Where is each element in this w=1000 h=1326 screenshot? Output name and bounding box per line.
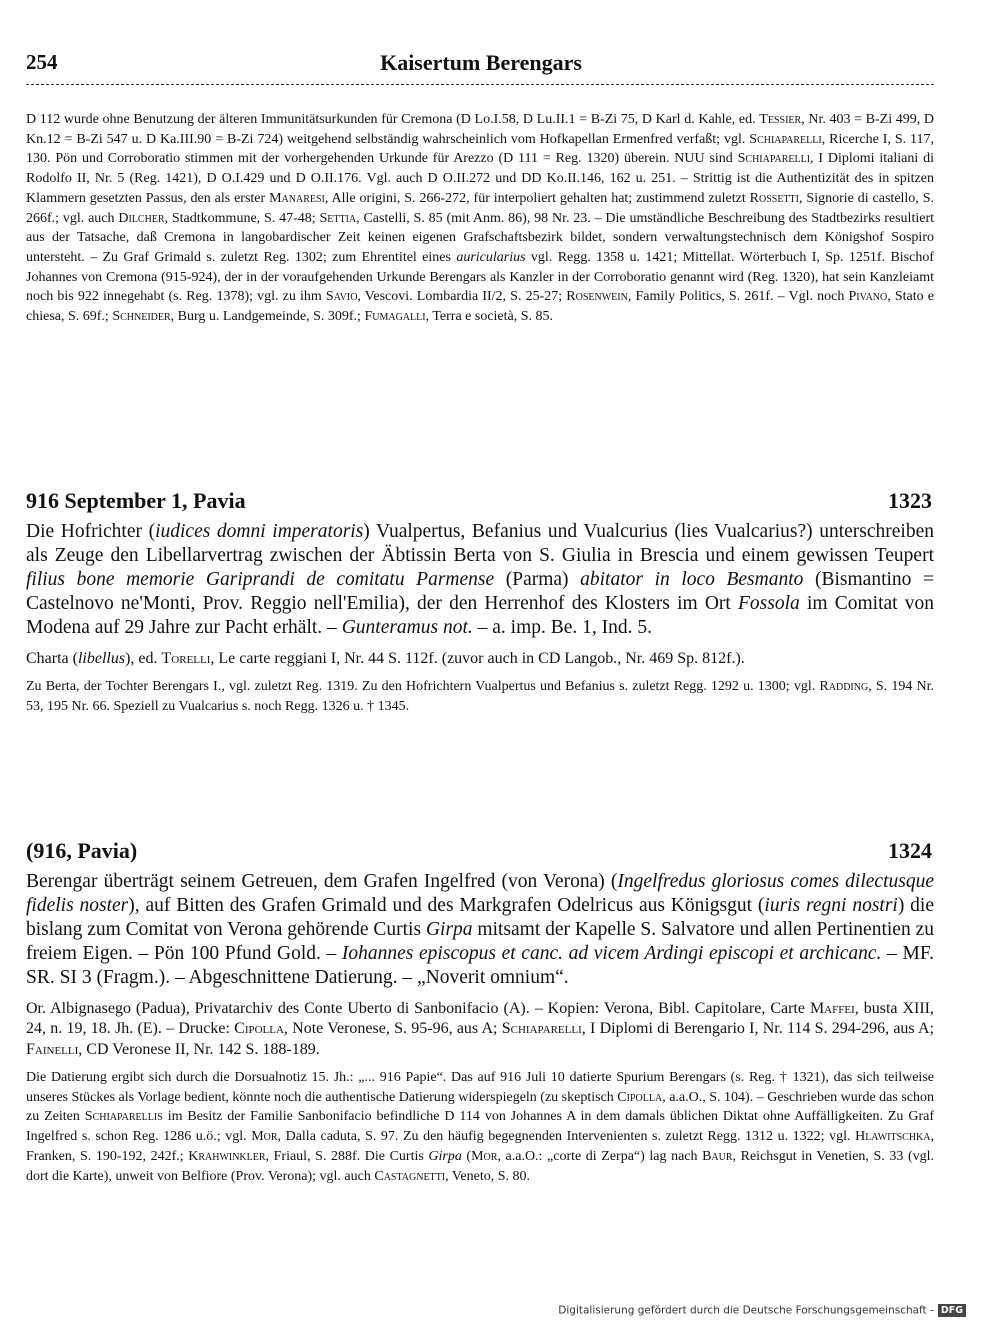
note-text: , Castelli, S. 85 (mit Anm. 86), 98 Nr. 23. – Die umständliche Beschreibung des Stadtbezirks resultiert aus der Tatsache, daß Cremona in langobardischer Zeit keinen eigenen Grafschaftsbezirk bildet, sondern verwaltungstechnisch dem Königshof Sospiro untersteht. – Zu Graf Grimald s. zuletzt Reg. 1302; zum Ehrentitel eines xyxy=(26,210,934,265)
latin-quote: Ingelfredus gloriosus comes dilectusque fidelis noster xyxy=(26,871,934,916)
latin-quote: filius bone memorie Gariprandi de comitatu Parmense xyxy=(26,568,495,590)
latin-term: Girpa xyxy=(428,1148,462,1164)
entry-date-place: (916, Pavia) xyxy=(26,838,138,863)
author-name: Cipolla xyxy=(617,1089,663,1105)
source-tradition: Charta (libellus), ed. Torelli, Le carte reggiani I, Nr. 44 S. 112f. (zuvor auch in CD Langob., Nr. 469 Sp. 812f.). xyxy=(26,649,745,667)
author-name: Pivano xyxy=(848,289,888,305)
author-name: Hlawitschka xyxy=(855,1129,931,1145)
note-text: , Stato e chiesa, S. 69f.; xyxy=(26,289,934,325)
latin-quote: iuris regni nostri xyxy=(764,894,898,916)
latin-term: auricularius xyxy=(456,249,526,265)
author-name: Fainelli xyxy=(26,1040,79,1058)
entry-heading xyxy=(26,488,934,518)
note-text: , Nr. 403 = B-Zi 499, D Kn.12 = B-Zi 547 u. D Ka.III.90 = B-Zi 724) weitgehend selbständig wahrscheinlich vom Hofkapellan Ermenfred verfaßt; vgl. xyxy=(26,112,934,147)
author-name: Mor xyxy=(251,1129,278,1145)
author-name: Rosenwein xyxy=(566,289,628,305)
note-text: , Ricerche I, S. 117, 130. Pön und Corroboratio stimmen mit der vorhergehenden Urkunde für Arezzo (D 111 = Reg. 1320) überein. NUU sind xyxy=(26,131,934,167)
author-name: Settia xyxy=(319,210,357,226)
author-name: Savio xyxy=(325,289,358,305)
entry-date-place: 916 September 1, Pavia xyxy=(26,488,246,513)
author-name: Torelli xyxy=(161,649,211,667)
author-name: Tessier xyxy=(759,112,802,127)
note-text: , Signorie di castello, S. 266f.; vgl. auch xyxy=(26,190,934,226)
author-name: Rossetti xyxy=(749,190,799,206)
commentary-note: Die Datierung ergibt sich durch die Dorsualnotiz 15. Jh.: „... 916 Papie“. Das auf 916 Juli 10 datierte Spurium Berengars (s. Reg. † 1321), das sich teilweise unseres Stückes als Vorlage bedient, könnte noch die authentische Datierung widerspiegeln (zu skeptisch Cipolla, a.a.O., S. 104). – Geschrieben wurde das schon zu Zeiten Schiaparellis im Besitz der Familie Sanbonifacio befindliche D 114 von Johannes A in dem damals üblichen Diktat ohne Auffälligkeiten. Zu Graf Ingelfred s. schon Reg. 1286 u.ö.; vgl. Mor, Dalla caduta, S. 97. Zu den häufig begegnenden Intervenienten s. zuletzt Regg. 1312 u. 1322; vgl. Hlawitschka, Franken, S. 190-192, 242f.; Krahwinkler, Friaul, S. 288f. Die Curtis Girpa (Mor, a.a.O.: „corte di Zerpa“) lag nach Baur, Reichsgut in Venetien, S. 33 (vgl. dort die Karte), unweit von Belfiore (Prov. Verona); vgl. auch Castagnetti, Veneto, S. 80. xyxy=(26,1070,934,1184)
note-text: , Alle origini, S. 266-272, für interpoliert gehalten hat; zustimmend zuletzt xyxy=(324,190,750,206)
note-text: , Terra e società, S. 85. xyxy=(425,309,554,325)
regest-entry-1324 xyxy=(26,838,934,1186)
author-name: Schiaparellis xyxy=(84,1109,163,1125)
page-number: 254 xyxy=(26,50,58,74)
note-text: , Burg u. Landgemeinde, S. 309f.; xyxy=(170,309,365,325)
note-text: , Vescovi. Lombardia II/2, S. 25-27; xyxy=(357,289,567,305)
note-text: vgl. Regg. 1358 u. 1421; Mittellat. Wörterbuch I, Sp. 1251f. Bischof Johannes von Cremona (915-924), der in der voraufgehenden Urkunde Berengars als Kanzler in der Corroboratio genannt wird (Reg. 1320), hat sein Kanzleiamt noch bis 922 innegehabt (s. Reg. 1378); vgl. zu ihm xyxy=(26,249,934,305)
latin-quote: iudices domni imperatoris xyxy=(155,521,364,542)
entry-number: 1324 xyxy=(888,838,932,863)
author-name: Mor xyxy=(471,1148,498,1164)
commentary-note: Zu Berta, der Tochter Berengars I., vgl. zuletzt Reg. 1319. Zu den Hofrichtern Vualpertus und Befanius s. zuletzt Regg. 1292 u. 1300; vgl. Radding, S. 194 Nr. 53, 195 Nr. 66. Speziell zu Vualcarius s. noch Regg. 1326 u. † 1345. xyxy=(26,679,934,714)
author-name: Castagnetti xyxy=(374,1168,446,1184)
entry-number: 1323 xyxy=(888,488,932,513)
source-tradition: Or. Albignasego (Padua), Privatarchiv des Conte Uberto di Sanbonifacio (A). – Kopien: Verona, Bibl. Capitolare, Carte Maffei, busta XIII, 24, n. 19, 18. Jh. (E). – Drucke: Cipolla, Note Veronese, S. 95-96, aus A; Schiaparelli, I Diplomi di Berengario I, Nr. 114 S. 294-296, aus A; Fainelli, CD Veronese II, Nr. 142 S. 188-189. xyxy=(26,999,935,1058)
funding-footer xyxy=(558,1304,966,1317)
note-text: , I Diplomi italiani di Rodolfo II, Nr. 5 (Reg. 1421), D O.I.429 und D O.II.176. Vgl. auch D O.II.272 und DD Ko.II.146, 162 u. 251. – Strittig ist die Authentizität des in spitzen Klammern gesetzten Passus, den als erster xyxy=(26,151,934,206)
author-name: Dilcher xyxy=(118,210,165,226)
author-name: Fumagalli xyxy=(364,309,426,325)
dfg-logo: DFG xyxy=(938,1304,966,1317)
author-name: Schiaparelli xyxy=(501,1020,582,1038)
note-text: D 112 wurde ohne Benutzung der älteren Immunitätsurkunden für Cremona (D Lo.I.58, D Lu.II.1 = B-Zi 75, D Karl d. Kahle, ed. xyxy=(26,112,760,127)
latin-quote: abitator in loco Besmanto xyxy=(580,568,804,590)
footer-text: Digitalisierung gefördert durch die Deutsche Forschungsgemeinschaft - xyxy=(558,1304,934,1317)
regest-text: Berengar überträgt seinem Getreuen, dem Grafen Ingelfred (von Verona) (Ingelfredus gloriosus comes dilectusque fidelis noster), auf Bitten des Grafen Grimald und des Markgrafen Odelricus aus Königsgut (iuris regni nostri) die bislang zum Comitat von Verona gehörende Curtis Girpa mitsamt der Kapelle S. Salvatore und allen Pertinentien zu freiem Eigen. – Pön 100 Pfund Gold. – Iohannes episcopus et canc. ad vicem Ardingi episcopi et archicanc. – MF. SR. SI 3 (Fragm.). – Abgeschnittene Datierung. – „Noverit omnium“. xyxy=(26,871,934,988)
author-name: Radding xyxy=(819,679,869,695)
regest-text: Die Hofrichter (iudices domni imperatoris) Vualpertus, Befanius und Vualcurius (lies Vualcarius?) unterschreiben als Zeuge den Libellarvertrag zwischen der Äbtissin Berta von S. Giulia in Brescia und einem gewissen Teupert filius bone memorie Gariprandi de comitatu Parmense (Parma) abitator in loco Besmanto (Bismantino = Castelnovo ne'Monti, Prov. Reggio nell'Emilia), der den Herrenhof des Klosters im Ort Fossola im Comitat von Modena auf 29 Jahre zur Pacht erhält. – Gunteramus not. – a. imp. Be. 1, Ind. 5. xyxy=(26,521,935,638)
author-name: Maffei xyxy=(809,999,855,1017)
author-name: Schiaparelli xyxy=(737,151,811,167)
latin-quote: Fossola xyxy=(738,592,800,614)
latin-quote: Gunteramus not. xyxy=(341,616,473,638)
entry-heading xyxy=(26,838,934,868)
top-commentary-note xyxy=(26,110,934,327)
running-title: Kaisertum Berengars xyxy=(380,50,582,75)
page-header xyxy=(26,50,936,82)
note-text: , Stadtkommune, S. 47-48; xyxy=(164,210,320,226)
header-rule xyxy=(26,84,934,85)
regest-entry-1323 xyxy=(26,488,934,716)
author-name: Baur xyxy=(702,1148,733,1164)
latin-quote: Iohannes episcopus et canc. ad vicem Ardingi episcopi et archicanc. xyxy=(341,942,882,964)
author-name: Manaresi xyxy=(269,190,325,206)
latin-quote: Girpa xyxy=(425,918,473,940)
note-text: , Family Politics, S. 261f. – Vgl. noch xyxy=(627,289,849,305)
author-name: Schiaparelli xyxy=(749,131,822,147)
author-name: Krahwinkler xyxy=(188,1148,266,1164)
author-name: Cipolla xyxy=(234,1020,284,1038)
author-name: Schneider xyxy=(112,309,171,325)
